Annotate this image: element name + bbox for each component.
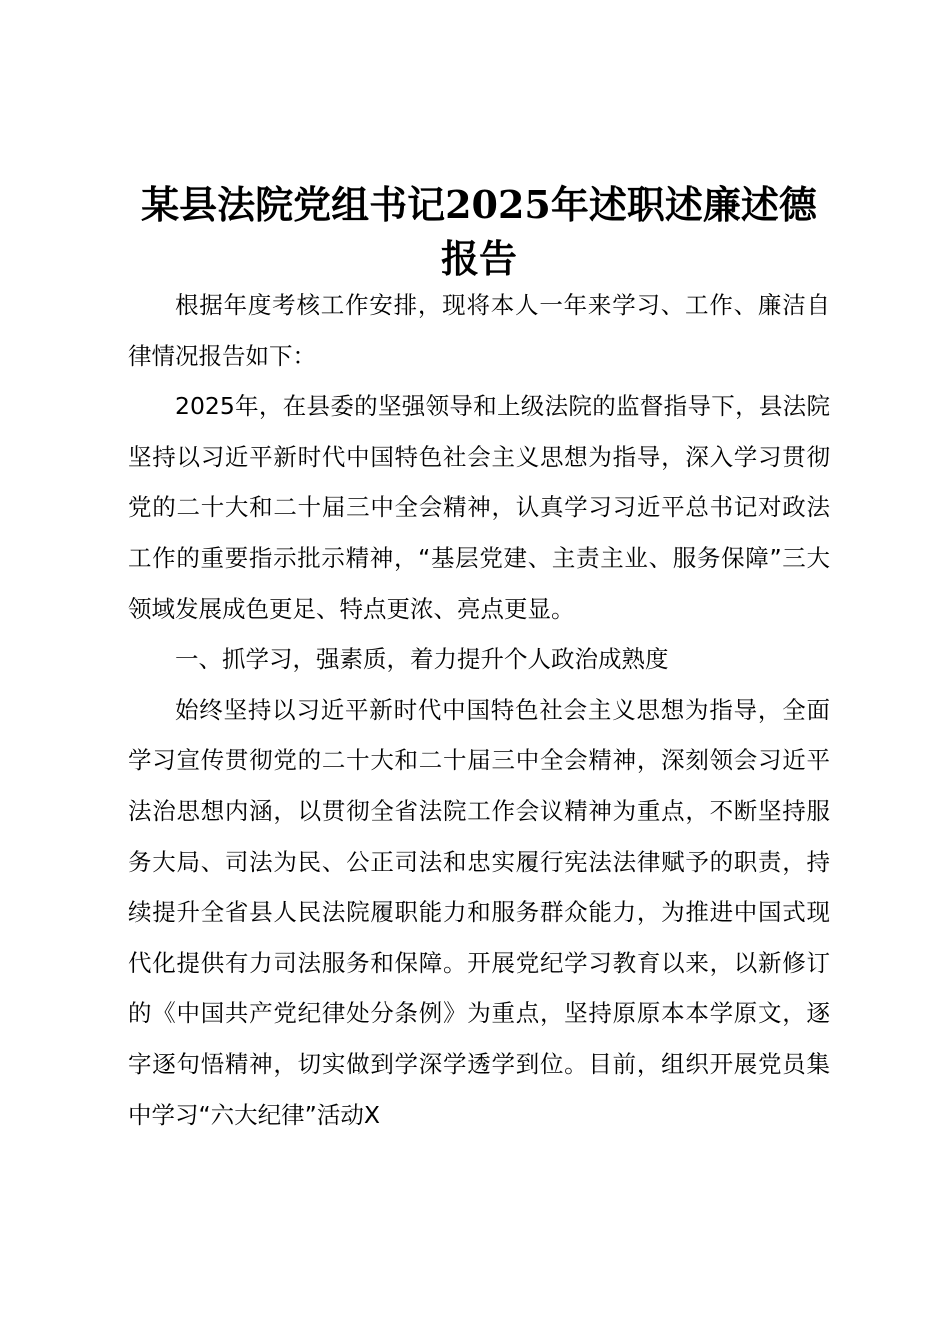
summary-paragraph: 2025年，在县委的坚强领导和上级法院的监督指导下，县法院坚持以习近平新时代中国特色社会主义思想为指导，深入学习贯彻党的二十大和二十届三中全会精神，认真学习习近平总书记对政法工作的重要指示批示精神，“基层党建、主责主业、服务保障”三大领域发展成色更足、特点更浓、亮点更显。 xyxy=(128,392,830,623)
intro-paragraph: 根据年度考核工作安排，现将本人一年来学习、工作、廉洁自律情况报告如下： xyxy=(128,291,830,370)
document-body xyxy=(128,280,830,1140)
document-title: 某县法院党组书记2025年述职述廉述德报告 xyxy=(141,182,817,281)
section-1-paragraph: 始终坚持以习近平新时代中国特色社会主义思想为指导，全面学习宣传贯彻党的二十大和二十届三中全会精神，深刻领会习近平法治思想内涵，以贯彻全省法院工作会议精神为重点，不断坚持服务大局、司法为民、公正司法和忠实履行宪法法律赋予的职责，持续提升全省县人民法院履职能力和服务群众能力，为推进中国式现代化提供有力司法服务和保障。开展党纪学习教育以来，以新修订的《中国共产党纪律处分条例》为重点，坚持原原本本学原文，逐字逐句悟精神，切实做到学深学透学到位。目前，组织开展党员集中学习“六大纪律”活动X xyxy=(128,695,830,1129)
section-heading-1: 一、抓学习，强素质，着力提升个人政治成熟度 xyxy=(175,645,669,674)
